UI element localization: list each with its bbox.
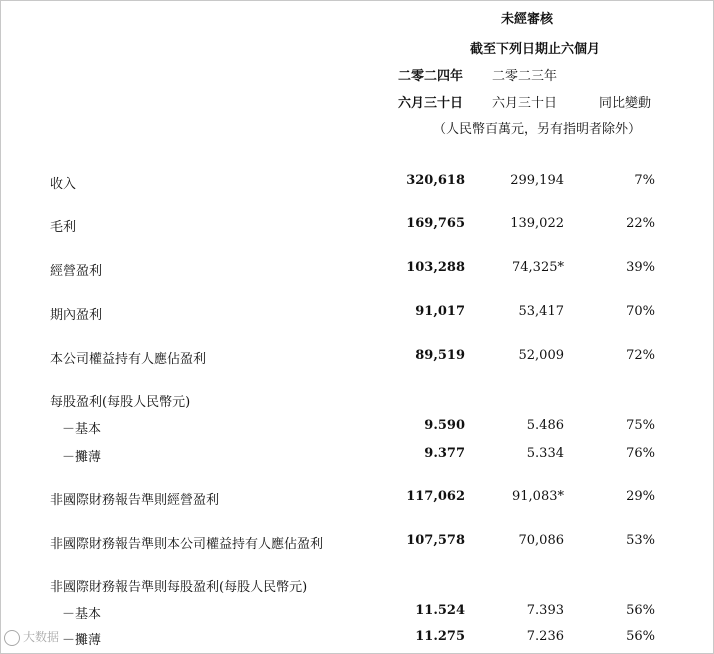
yoy-change: 53% [626,533,655,548]
header-col3: 同比變動 [599,96,652,111]
row-label: －基本 [62,422,102,437]
value-2023: 299,194 [510,173,564,188]
row-label: 非國際財務報告準則本公司權益持有人應佔盈利 [50,537,324,552]
value-2023: 5.486 [526,418,564,433]
table-row [0,391,714,411]
value-2024: 320,618 [406,173,465,188]
yoy-change: 56% [626,603,655,618]
header-col2-date: 六月三十日 [492,96,558,111]
value-2024: 9.590 [424,418,465,433]
table-row [0,576,714,596]
weibo-icon [4,630,20,646]
table-row [0,533,714,553]
header-col1-date: 六月三十日 [398,96,464,111]
table-row [0,418,714,438]
yoy-change: 7% [634,173,655,188]
header-col1-year: 二零二四年 [398,69,464,84]
row-label: －攤薄 [62,450,102,465]
row-label: －基本 [62,607,102,622]
header-period: 截至下列日期止六個月 [470,42,601,57]
yoy-change: 22% [626,216,655,231]
value-2024: 103,288 [406,260,465,275]
value-2023: 52,009 [518,348,564,363]
row-label: －攤薄 [62,633,102,648]
value-2023: 139,022 [510,216,564,231]
value-2024: 89,519 [415,348,465,363]
value-2023: 53,417 [518,304,564,319]
value-2024: 117,062 [406,489,465,504]
row-label: 經營盈利 [50,264,103,279]
value-2024: 169,765 [406,216,465,231]
yoy-change: 76% [626,446,655,461]
value-2023: 91,083* [512,489,564,504]
header-unaudited: 未經審核 [501,12,554,27]
row-label: 每股盈利(每股人民幣元) [50,395,191,410]
yoy-change: 75% [626,418,655,433]
table-row [0,489,714,509]
yoy-change: 29% [626,489,655,504]
row-label: 期內盈利 [50,308,103,323]
row-label: 毛利 [50,220,77,235]
header-col2-year: 二零二三年 [492,69,558,84]
table-row [0,446,714,466]
value-2023: 70,086 [518,533,564,548]
value-2023: 7.393 [526,603,564,618]
watermark [4,628,59,646]
row-label: 本公司權益持有人應佔盈利 [50,352,207,367]
table-row [0,304,714,324]
table-row [0,629,714,649]
yoy-change: 39% [626,260,655,275]
value-2023: 5.334 [526,446,564,461]
table-row [0,348,714,368]
value-2024: 91,017 [415,304,465,319]
value-2023: 7.236 [526,629,564,644]
row-label: 非國際財務報告準則每股盈利(每股人民幣元) [50,580,308,595]
yoy-change: 56% [626,629,655,644]
unit-note: （人民幣百萬元，另有指明者除外） [433,122,642,137]
row-label: 收入 [50,177,77,192]
row-label: 非國際財務報告準則經營盈利 [50,493,220,508]
value-2024: 11.524 [415,603,465,618]
watermark-text: 大数据 [23,630,60,644]
value-2024: 9.377 [424,446,465,461]
value-2024: 11.275 [415,629,465,644]
value-2024: 107,578 [406,533,465,548]
yoy-change: 70% [626,304,655,319]
value-2023: 74,325* [512,260,564,275]
table-row [0,603,714,623]
table-row [0,260,714,280]
table-row [0,173,714,193]
table-row [0,216,714,236]
yoy-change: 72% [626,348,655,363]
